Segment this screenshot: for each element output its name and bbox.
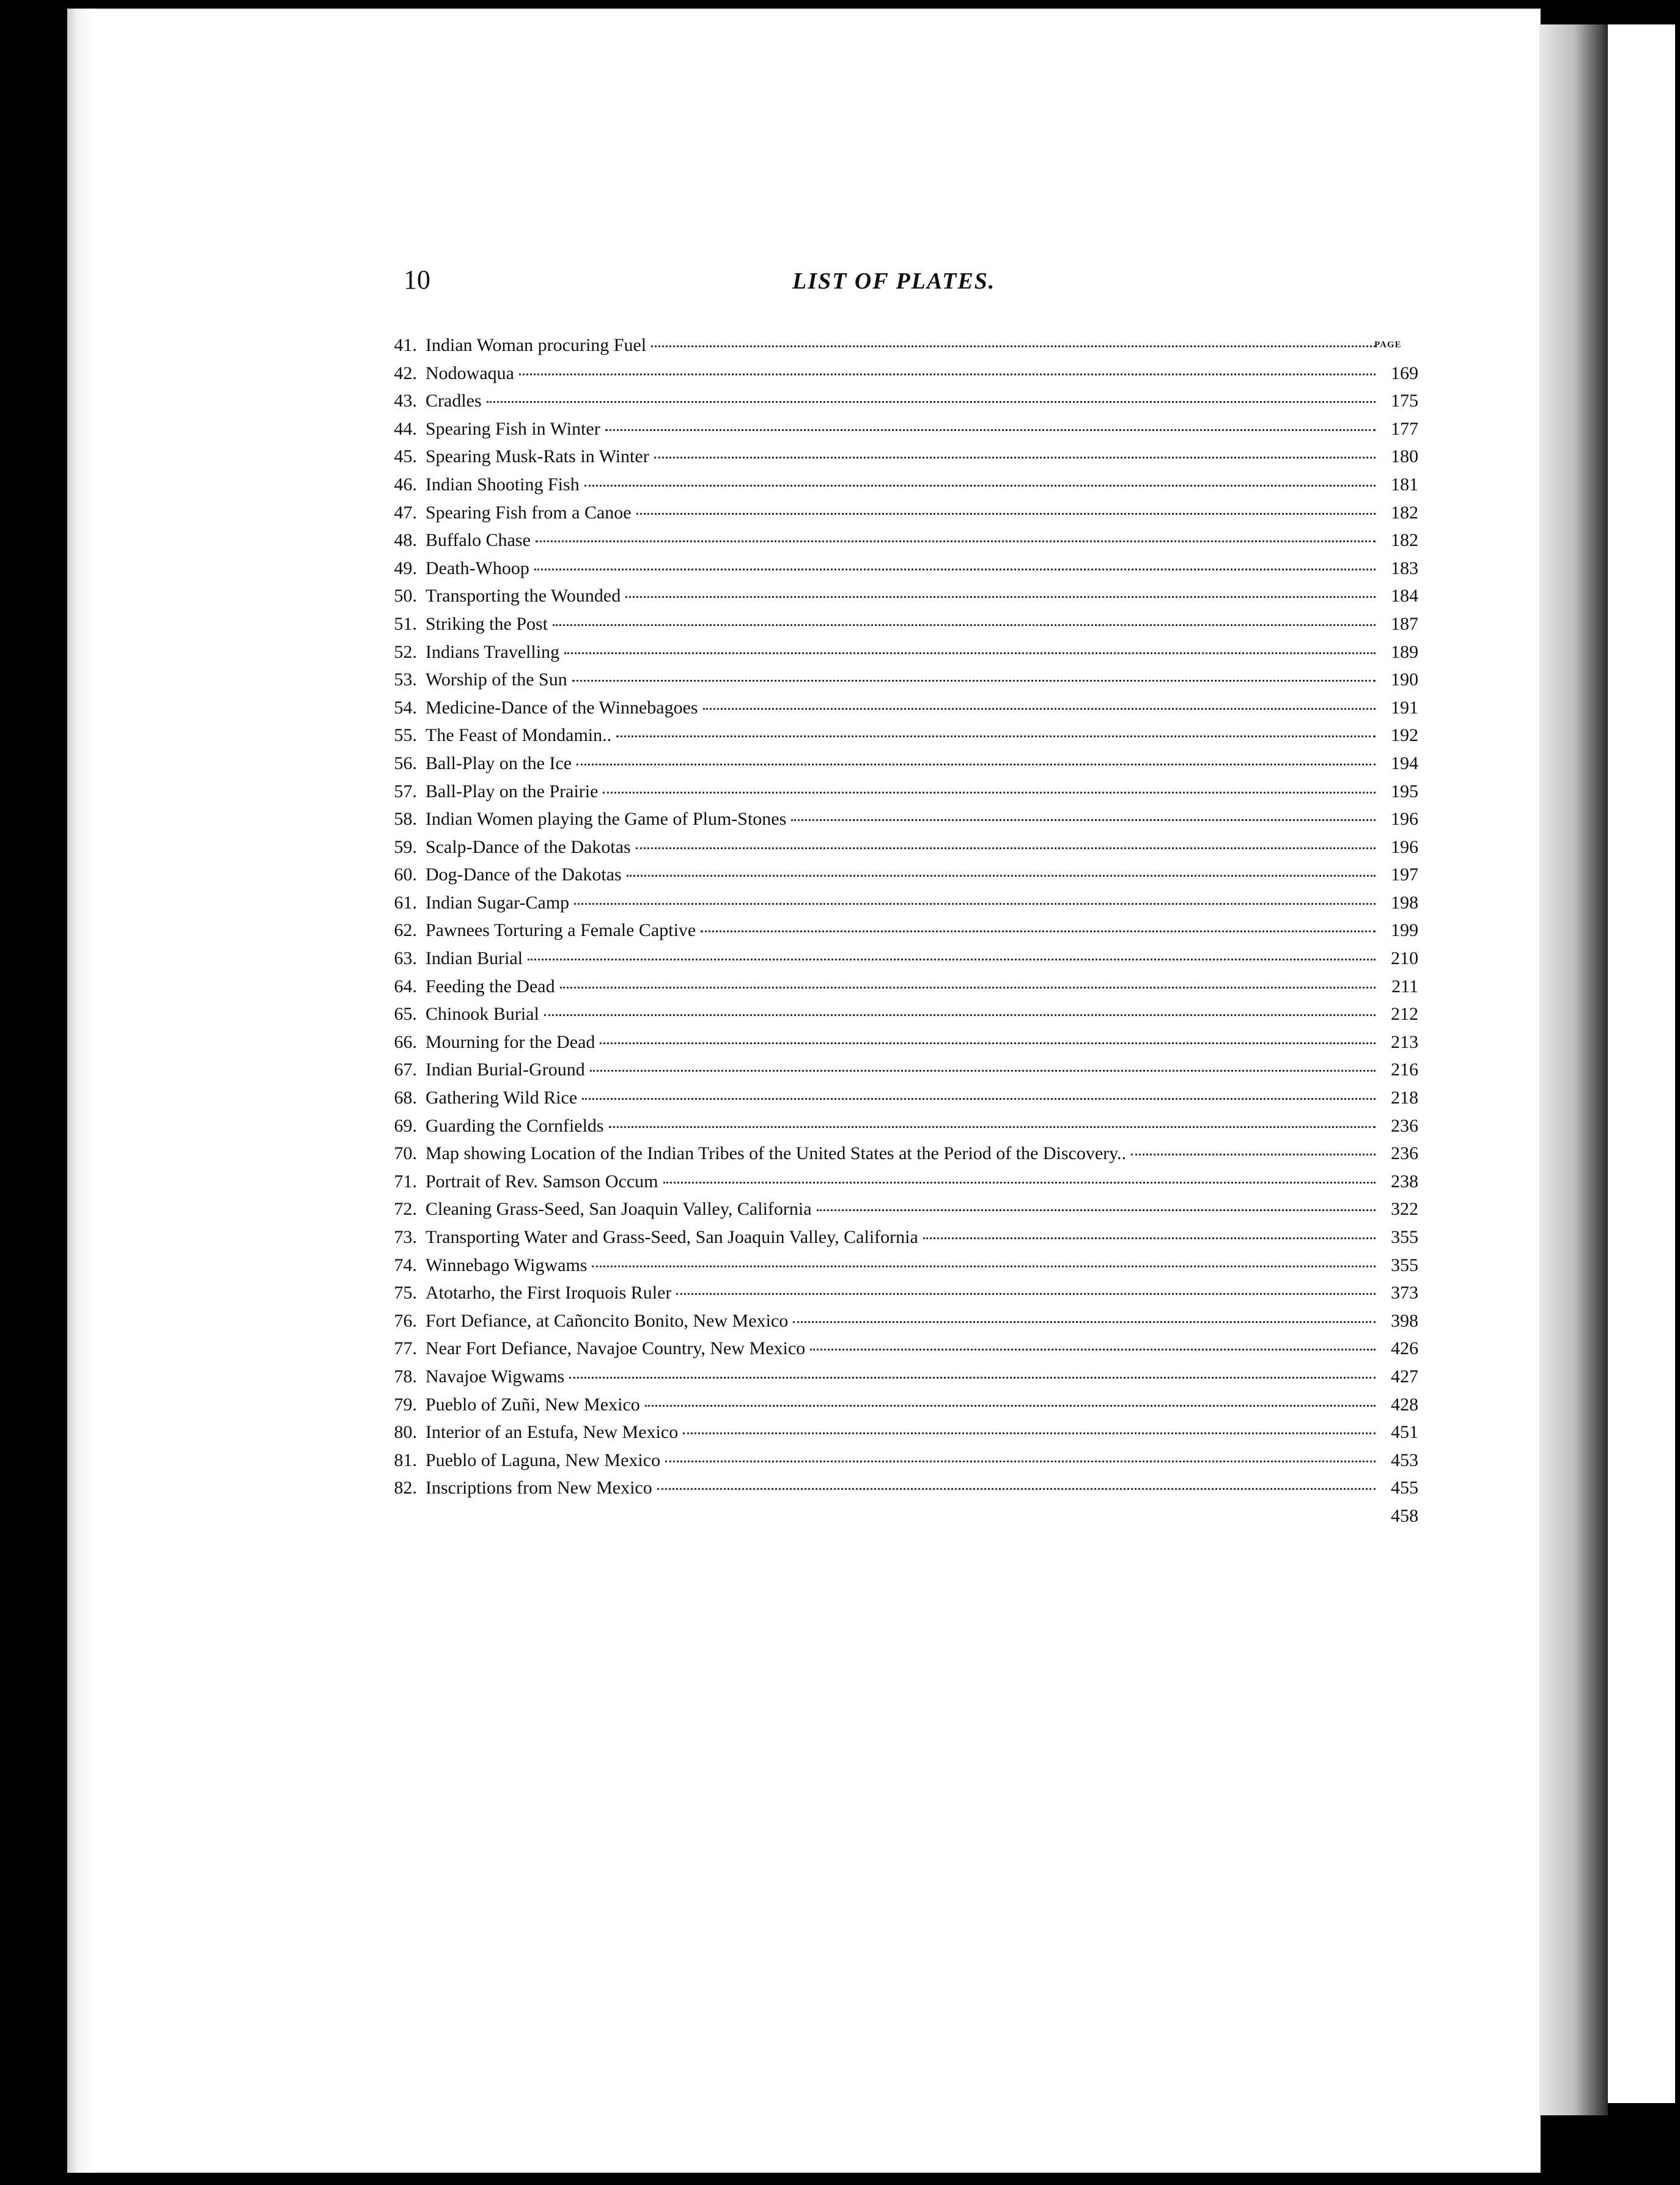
dot-leader bbox=[582, 1098, 1376, 1100]
dot-leader bbox=[817, 1209, 1376, 1211]
plate-number: 80. bbox=[394, 1422, 417, 1443]
dot-leader bbox=[625, 596, 1376, 598]
plate-entry bbox=[379, 753, 1418, 781]
plate-entry bbox=[379, 1004, 1418, 1032]
plate-page-number: 236 bbox=[1391, 1115, 1418, 1136]
dot-leader bbox=[810, 1349, 1376, 1350]
plate-number: 70. bbox=[394, 1143, 417, 1164]
plate-entry bbox=[379, 558, 1418, 586]
dot-leader bbox=[676, 1293, 1376, 1295]
plate-entry bbox=[379, 586, 1418, 614]
plate-number: 81. bbox=[394, 1450, 417, 1470]
plate-page-number: 373 bbox=[1391, 1283, 1418, 1303]
page-column-label: PAGE bbox=[1374, 340, 1402, 350]
plate-number: 63. bbox=[394, 948, 417, 969]
plate-number: 45. bbox=[394, 446, 417, 467]
plate-title: Atotarho, the First Iroquois Ruler bbox=[426, 1283, 672, 1303]
dot-leader bbox=[564, 652, 1376, 654]
plate-entry bbox=[379, 1366, 1418, 1395]
plate-title: Ball-Play on the Prairie bbox=[426, 781, 599, 801]
plate-title: Buffalo Chase bbox=[426, 530, 531, 551]
plate-title: Spearing Fish in Winter bbox=[426, 418, 600, 439]
plate-entry bbox=[379, 419, 1418, 447]
plate-title: Indian Women playing the Game of Plum-Stones bbox=[426, 809, 787, 830]
dot-leader bbox=[665, 1461, 1376, 1462]
plate-number: 75. bbox=[394, 1283, 417, 1303]
plate-entry bbox=[379, 1088, 1418, 1116]
plate-title: Indian Woman procuring Fuel bbox=[426, 335, 647, 355]
dot-leader bbox=[645, 1405, 1376, 1407]
plate-title: Pawnees Torturing a Female Captive bbox=[426, 920, 696, 941]
plate-title: Map showing Location of the Indian Tribes of the United States at the Period of the Discovery.. bbox=[426, 1143, 1127, 1164]
plate-entry bbox=[379, 1227, 1418, 1255]
plate-entry bbox=[379, 864, 1418, 893]
plate-page-number: 426 bbox=[1391, 1338, 1418, 1359]
plate-entry bbox=[379, 920, 1418, 948]
dot-leader bbox=[487, 401, 1376, 403]
plate-entry bbox=[379, 809, 1418, 837]
plate-number: 78. bbox=[394, 1366, 417, 1387]
plate-entry bbox=[379, 1338, 1418, 1366]
plate-title: Indian Shooting Fish bbox=[426, 474, 580, 495]
plate-number: 46. bbox=[394, 474, 417, 495]
dot-leader bbox=[663, 1182, 1376, 1184]
plate-number: 72. bbox=[394, 1199, 417, 1220]
dot-leader bbox=[592, 1266, 1376, 1267]
plate-number: 43. bbox=[394, 391, 417, 411]
plate-number: 56. bbox=[394, 753, 417, 773]
plate-page-number: 451 bbox=[1391, 1422, 1418, 1443]
plate-page-number: 213 bbox=[1391, 1031, 1418, 1052]
plate-entry bbox=[379, 948, 1418, 976]
plate-page-number: 183 bbox=[1391, 558, 1418, 578]
plate-title: Nodowaqua bbox=[426, 363, 514, 383]
plate-page-number: 355 bbox=[1391, 1255, 1418, 1275]
plate-number: 53. bbox=[394, 669, 417, 690]
plate-page-number: 458 bbox=[1391, 1505, 1418, 1526]
plate-page-number: 428 bbox=[1391, 1394, 1418, 1415]
plate-entry bbox=[379, 1395, 1418, 1423]
plate-entry bbox=[379, 1171, 1418, 1199]
plate-number: 64. bbox=[394, 976, 417, 997]
dot-leader bbox=[636, 513, 1376, 515]
plate-page-number: 189 bbox=[1391, 641, 1418, 662]
plate-page-number: 182 bbox=[1391, 502, 1418, 523]
plate-title: Interior of an Estufa, New Mexico bbox=[426, 1422, 679, 1443]
plate-title: Navajoe Wigwams bbox=[426, 1366, 565, 1387]
plate-page-number: 322 bbox=[1391, 1199, 1418, 1220]
plate-entry bbox=[379, 1032, 1418, 1060]
plate-title: Medicine-Dance of the Winnebagoes bbox=[426, 697, 698, 718]
dot-leader bbox=[701, 930, 1376, 932]
plate-entry bbox=[379, 614, 1418, 642]
plate-title: Portrait of Rev. Samson Occum bbox=[426, 1171, 658, 1192]
dot-leader bbox=[609, 1126, 1376, 1128]
plate-number: 62. bbox=[394, 920, 417, 941]
plate-page-number: 211 bbox=[1391, 976, 1418, 997]
dot-leader bbox=[703, 708, 1376, 710]
plate-title: Indian Burial-Ground bbox=[426, 1059, 585, 1080]
plate-number: 55. bbox=[394, 725, 417, 746]
plate-title: Cradles bbox=[426, 391, 482, 411]
plate-number: 49. bbox=[394, 558, 417, 578]
plate-page-number: 182 bbox=[1391, 530, 1418, 551]
plate-title: Cleaning Grass-Seed, San Joaquin Valley, California bbox=[426, 1199, 812, 1220]
plate-title: Indian Burial bbox=[426, 948, 523, 969]
running-head bbox=[403, 264, 1418, 301]
page-left-edge bbox=[67, 9, 95, 2173]
plate-title: Fort Defiance, at Cañoncito Bonito, New Mexico bbox=[426, 1310, 789, 1331]
plate-entry bbox=[379, 446, 1418, 474]
plate-page-number: 169 bbox=[1391, 363, 1418, 383]
dot-leader bbox=[569, 1377, 1376, 1379]
plate-number: 67. bbox=[394, 1059, 417, 1080]
plate-number: 79. bbox=[394, 1394, 417, 1415]
plate-number: 60. bbox=[394, 864, 417, 885]
dot-leader bbox=[536, 540, 1376, 542]
plate-number: 47. bbox=[394, 502, 417, 523]
plate-number: 58. bbox=[394, 809, 417, 830]
plates-list bbox=[379, 335, 1418, 1534]
plate-entry bbox=[379, 474, 1418, 503]
dot-leader bbox=[651, 345, 1376, 347]
dot-leader bbox=[534, 569, 1376, 570]
dot-leader bbox=[577, 764, 1376, 765]
plate-title: Pueblo of Zuñi, New Mexico bbox=[426, 1394, 640, 1415]
plate-number: 68. bbox=[394, 1088, 417, 1108]
plate-title: Chinook Burial bbox=[426, 1004, 539, 1025]
plate-entry bbox=[379, 642, 1418, 670]
plate-title: The Feast of Mondamin.. bbox=[426, 725, 612, 746]
plate-entry bbox=[379, 698, 1418, 726]
plate-title: Mourning for the Dead bbox=[426, 1031, 595, 1052]
plate-page-number: 398 bbox=[1391, 1310, 1418, 1331]
dot-leader bbox=[657, 1488, 1376, 1490]
plate-entry bbox=[379, 503, 1418, 531]
plate-entry bbox=[379, 976, 1418, 1004]
plate-page-number: 187 bbox=[1391, 613, 1418, 634]
plate-entry bbox=[379, 837, 1418, 865]
dot-leader bbox=[590, 1070, 1376, 1072]
plate-number: 51. bbox=[394, 613, 417, 634]
plate-entry bbox=[379, 1199, 1418, 1227]
plate-title: Feeding the Dead bbox=[426, 976, 555, 997]
plate-title: Gathering Wild Rice bbox=[426, 1088, 578, 1108]
plate-page-number: 194 bbox=[1391, 753, 1418, 773]
dot-leader bbox=[519, 374, 1376, 375]
plate-number: 74. bbox=[394, 1255, 417, 1275]
dot-leader bbox=[793, 1321, 1376, 1323]
plate-page-number: 181 bbox=[1391, 474, 1418, 495]
plate-entry bbox=[379, 1422, 1418, 1450]
dot-leader bbox=[574, 903, 1376, 905]
plate-title: Indians Travelling bbox=[426, 641, 560, 662]
dot-leader bbox=[603, 792, 1376, 794]
plate-page-number: 197 bbox=[1391, 864, 1418, 885]
plate-page-number: 195 bbox=[1391, 781, 1418, 801]
plate-title: Striking the Post bbox=[426, 613, 548, 634]
plate-number: 69. bbox=[394, 1115, 417, 1136]
dot-leader bbox=[654, 457, 1376, 459]
plate-entry bbox=[379, 530, 1418, 558]
page-gutter-shadow bbox=[1541, 24, 1608, 2115]
plate-entry bbox=[379, 1478, 1418, 1506]
plate-title: Worship of the Sun bbox=[426, 669, 567, 690]
plate-title: Transporting the Wounded bbox=[426, 586, 621, 606]
plate-number: 61. bbox=[394, 892, 417, 913]
plate-entry bbox=[379, 1283, 1418, 1311]
plate-page-number: 218 bbox=[1391, 1088, 1418, 1108]
dot-leader bbox=[560, 987, 1376, 989]
plate-number: 59. bbox=[394, 836, 417, 857]
plate-page-number: 210 bbox=[1391, 948, 1418, 969]
plate-entry bbox=[379, 1450, 1418, 1478]
plate-number: 73. bbox=[394, 1227, 417, 1247]
page-title: LIST OF PLATES. bbox=[792, 268, 996, 294]
plate-page-number: 191 bbox=[1391, 697, 1418, 718]
plate-entry bbox=[379, 1143, 1418, 1171]
plate-title: Scalp-Dance of the Dakotas bbox=[426, 836, 631, 857]
plate-page-number: 212 bbox=[1391, 1004, 1418, 1025]
plate-title: Death-Whoop bbox=[426, 558, 529, 578]
plate-title: Winnebago Wigwams bbox=[426, 1255, 588, 1275]
plate-title: Spearing Fish from a Canoe bbox=[426, 502, 632, 523]
plate-entry bbox=[379, 781, 1418, 809]
dot-leader bbox=[627, 875, 1376, 877]
dot-leader bbox=[553, 624, 1376, 626]
plate-entry bbox=[379, 335, 1418, 363]
plate-entry bbox=[379, 669, 1418, 698]
plate-title: Ball-Play on the Ice bbox=[426, 753, 572, 773]
page-number: 10 bbox=[403, 265, 430, 295]
plate-page-number: 453 bbox=[1391, 1450, 1418, 1470]
plate-number: 65. bbox=[394, 1004, 417, 1025]
plate-title: Spearing Musk-Rats in Winter bbox=[426, 446, 649, 467]
plate-entry bbox=[379, 391, 1418, 419]
dot-leader bbox=[636, 847, 1376, 849]
plate-entry bbox=[379, 1116, 1418, 1144]
dot-leader bbox=[528, 959, 1376, 960]
plate-title: Pueblo of Laguna, New Mexico bbox=[426, 1450, 661, 1470]
plate-page-number: 192 bbox=[1391, 725, 1418, 746]
plate-number: 54. bbox=[394, 697, 417, 718]
plate-title: Transporting Water and Grass-Seed, San Joaquin Valley, California bbox=[426, 1227, 918, 1247]
plate-number: 52. bbox=[394, 641, 417, 662]
plate-number: 48. bbox=[394, 530, 417, 551]
plate-number: 76. bbox=[394, 1310, 417, 1331]
plate-number: 82. bbox=[394, 1478, 417, 1498]
plate-entry bbox=[379, 893, 1418, 921]
plate-page-number: 177 bbox=[1391, 418, 1418, 439]
dot-leader bbox=[616, 735, 1376, 737]
plate-number: 77. bbox=[394, 1338, 417, 1359]
plate-page-number: 184 bbox=[1391, 586, 1418, 606]
plate-number: 66. bbox=[394, 1031, 417, 1052]
plate-entry bbox=[379, 1506, 1418, 1534]
plate-page-number: 238 bbox=[1391, 1171, 1418, 1192]
plate-number: 41. bbox=[394, 335, 417, 355]
plate-title: Near Fort Defiance, Navajoe Country, New Mexico bbox=[426, 1338, 806, 1359]
dot-leader bbox=[572, 680, 1376, 682]
plate-page-number: 190 bbox=[1391, 669, 1418, 690]
plate-number: 42. bbox=[394, 363, 417, 383]
plate-entry bbox=[379, 1311, 1418, 1339]
plate-page-number: 455 bbox=[1391, 1478, 1418, 1498]
dot-leader bbox=[1131, 1154, 1376, 1155]
plate-page-number: 180 bbox=[1391, 446, 1418, 467]
plate-number: 71. bbox=[394, 1171, 417, 1192]
plate-title: Inscriptions from New Mexico bbox=[426, 1478, 652, 1498]
plate-title: Guarding the Cornfields bbox=[426, 1115, 604, 1136]
plate-page-number: 216 bbox=[1391, 1059, 1418, 1080]
plate-title: Dog-Dance of the Dakotas bbox=[426, 864, 622, 885]
plate-page-number: 355 bbox=[1391, 1227, 1418, 1247]
plate-entry bbox=[379, 363, 1418, 391]
dot-leader bbox=[791, 819, 1376, 821]
plate-entry bbox=[379, 725, 1418, 753]
plate-page-number: 199 bbox=[1391, 920, 1418, 941]
plate-page-number: 196 bbox=[1391, 809, 1418, 830]
plate-page-number: 236 bbox=[1391, 1143, 1418, 1164]
plate-page-number: 196 bbox=[1391, 836, 1418, 857]
dot-leader bbox=[605, 429, 1376, 431]
plate-title: Indian Sugar-Camp bbox=[426, 892, 570, 913]
plate-number: 57. bbox=[394, 781, 417, 801]
plate-entry bbox=[379, 1059, 1418, 1088]
plate-number: 44. bbox=[394, 418, 417, 439]
plate-entry bbox=[379, 1255, 1418, 1283]
dot-leader bbox=[923, 1237, 1376, 1239]
plate-page-number: 427 bbox=[1391, 1366, 1418, 1387]
dot-leader bbox=[544, 1014, 1376, 1016]
plate-page-number: 175 bbox=[1391, 391, 1418, 411]
plate-page-number: 198 bbox=[1391, 892, 1418, 913]
dot-leader bbox=[584, 485, 1376, 487]
plate-number: 50. bbox=[394, 586, 417, 606]
dot-leader bbox=[600, 1042, 1376, 1044]
dot-leader bbox=[683, 1432, 1376, 1434]
